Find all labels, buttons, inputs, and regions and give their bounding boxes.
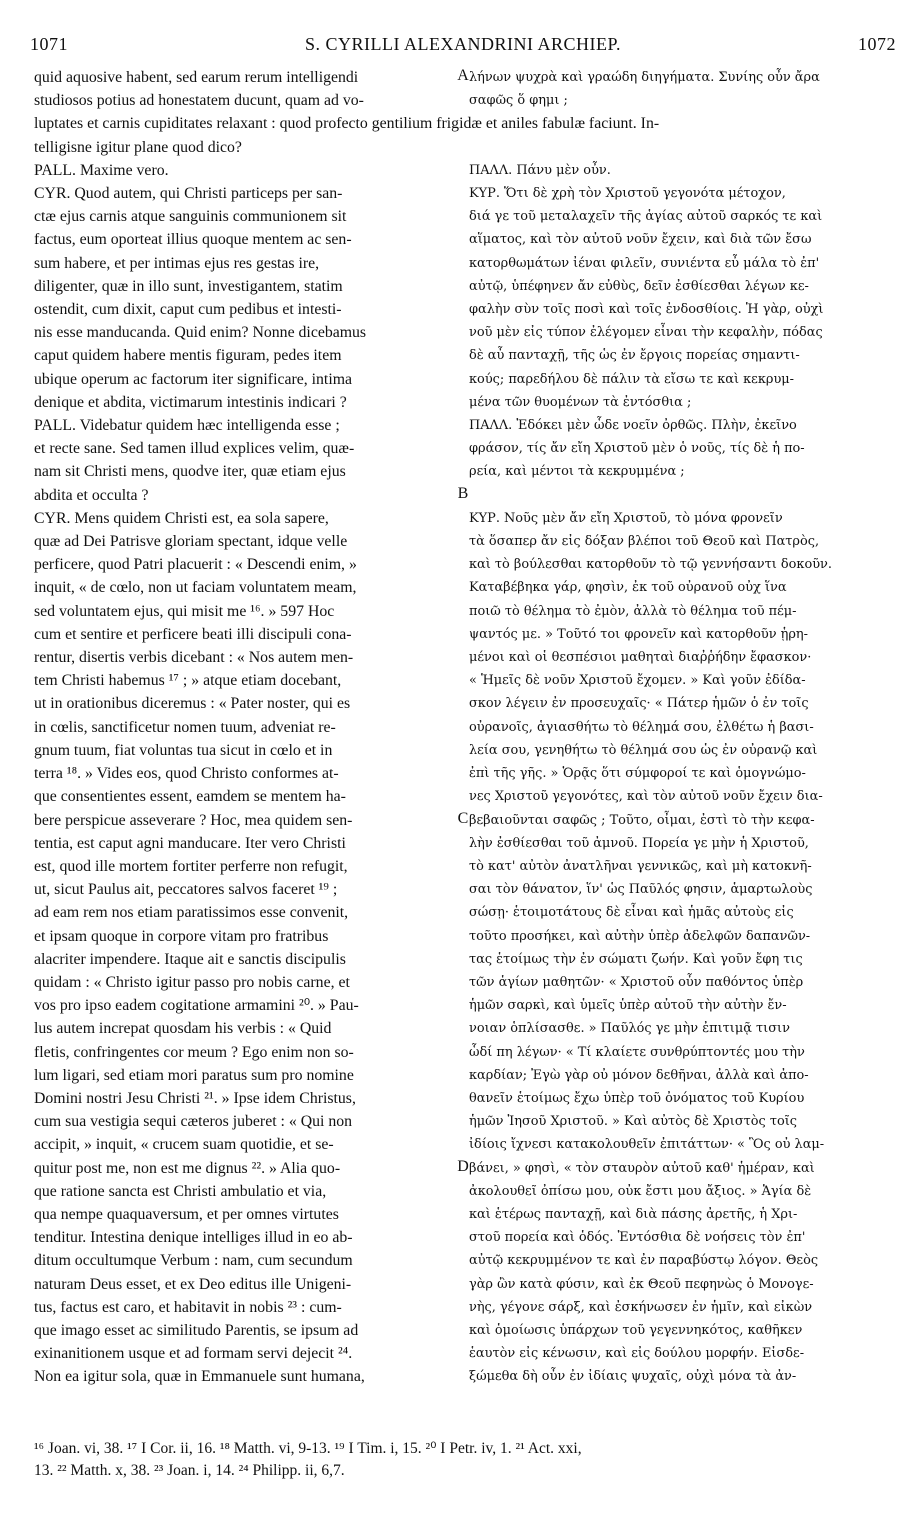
- greek-line: ρεία, καὶ μέντοι τὰ κεκρυμμένα ;: [469, 464, 685, 480]
- latin-line: studiosos potius ad honestatem ducunt, quam ad vo-: [34, 92, 364, 110]
- text-line-row: [34, 484, 890, 507]
- latin-line: tem Christi habemus ¹⁷ ; » atque etiam docebant,: [34, 672, 342, 690]
- latin-line: quitur post me, non est me dignus ²². » Alia quo-: [34, 1159, 341, 1177]
- text-line-row: [34, 716, 890, 739]
- text-line-row: [34, 159, 890, 182]
- latin-line: Domini nostri Jesu Christi ²¹. » Ipse idem Christus,: [34, 1089, 356, 1107]
- latin-line: bere perspicue asseverare ? Hoc, mea quidem sen-: [34, 811, 353, 829]
- margin-letter: D: [457, 1157, 469, 1175]
- text-line-row: [34, 437, 890, 460]
- text-line-row: [34, 368, 890, 391]
- margin-letter: [457, 832, 469, 855]
- greek-line: ΚΥΡ. Νοῦς μὲν ἄν εἴη Χριστοῦ, τὸ μόνα φρονεῖν: [469, 510, 783, 526]
- margin-letter: [457, 785, 469, 808]
- text-line-row: [34, 878, 890, 901]
- greek-line: μένοι καὶ οἱ θεσπέσιοι μαθηταὶ διαῤῥήδην ἔφασκον·: [469, 650, 812, 666]
- greek-line: κατορθωμάτων ἰέναι φιλεῖν, συνιέντα εὖ μάλα τὸ ἐπ': [469, 255, 820, 271]
- margin-letter: [457, 460, 469, 483]
- greek-line: « Ἡμεῖς δὲ νοῦν Χριστοῦ ἔχομεν. » Καὶ γοῦν ἐδίδα-: [469, 673, 806, 689]
- text-line-row: [34, 1273, 890, 1296]
- text-line-row: [34, 1249, 890, 1272]
- greek-line: ἑαυτὸν εἰς κένωσιν, καὶ εἰς δούλου μορφήν. Εἰσδε-: [469, 1346, 805, 1362]
- latin-line: tus, factus est caro, et habitavit in nobis ²³ : cum-: [34, 1298, 342, 1316]
- greek-line: μένα τῶν θυομένων τὰ ἐντόσθια ;: [469, 394, 692, 410]
- margin-letter: [457, 530, 469, 553]
- margin-letter: [457, 298, 469, 321]
- margin-letter: [457, 1110, 469, 1133]
- latin-line: Non ea igitur sola, quæ in Emmanuele sunt humana,: [34, 1368, 365, 1386]
- latin-line: tenditur. Intestina denique intelliges illud in eo ab-: [34, 1229, 353, 1247]
- latin-line: cum et sentire et perficere beati illi discipuli cona-: [34, 625, 352, 643]
- text-line-row: [34, 971, 890, 994]
- text-line-row: [34, 391, 890, 414]
- greek-line: καὶ ὁμοίωσις ὑπάρχων τοῦ γεγεννηκότος, καθῆκεν: [469, 1322, 803, 1338]
- greek-line: ΠΑΛΛ. Πάνυ μὲν οὖν.: [469, 162, 611, 178]
- text-line-row: [34, 66, 890, 89]
- latin-line: nis esse manducanda. Quid enim? Nonne dicebamus: [34, 324, 367, 342]
- latin-line: sum habere, et per intimas ejus res gestas ire,: [34, 254, 320, 272]
- text-line-row: [34, 205, 890, 228]
- greek-line: λεία σου, γενηθήτω τὸ θέλημά σου ὡς ἐν οὐρανῷ καὶ: [469, 742, 818, 758]
- latin-line: que imago esset ac similitudo Parentis, se ipsum ad: [34, 1321, 359, 1339]
- greek-line: σκον λέγειν ἐν προσευχαῖς· « Πάτερ ἡμῶν ὁ ἐν τοῖς: [469, 696, 809, 712]
- margin-letter: [457, 89, 469, 112]
- text-line-row: [34, 623, 890, 646]
- latin-line: quid aquosive habent, sed earum rerum intelligendi: [34, 69, 359, 86]
- margin-letter: [457, 1365, 469, 1388]
- text-line-row: [34, 228, 890, 251]
- margin-letter: [457, 252, 469, 275]
- margin-letter: [457, 1273, 469, 1296]
- latin-line: et recte sane. Sed tamen illud explices velim, quæ-: [34, 440, 355, 458]
- greek-line: λὴν ἐσθίεσθαι τοῦ ἀμνοῦ. Πορεία γε μὴν ἡ Χριστοῦ,: [469, 835, 809, 851]
- margin-letter: [457, 948, 469, 971]
- margin-letter: [457, 1203, 469, 1226]
- text-line-row: [34, 275, 890, 298]
- greek-line: κούς; παρεδήλου δὲ πάλιν τὰ εἴσω τε καὶ κεκρυμ-: [469, 371, 795, 387]
- latin-line: factus, eum oporteat illius quoque mentem ac sen-: [34, 231, 352, 249]
- margin-letter: [457, 1342, 469, 1365]
- margin-letter: [457, 275, 469, 298]
- latin-line: diligenter, quæ in illo sunt, investigantem, statim: [34, 277, 343, 295]
- footnotes: [34, 1438, 890, 1482]
- latin-line: PALL. Videbatur quidem hæc intelligenda esse ;: [34, 417, 340, 435]
- greek-line: καὶ ἑτέρως πανταχῇ, καὶ διὰ πάσης ἀρετῆς, ἡ Χρι-: [469, 1206, 798, 1222]
- margin-letter: [457, 1249, 469, 1272]
- text-line-row: [34, 739, 890, 762]
- margin-letter: [457, 739, 469, 762]
- text-line-row: [34, 762, 890, 785]
- latin-line: vos pro ipso eadem cogitatione armamini ²⁰. » Pau-: [34, 997, 359, 1015]
- latin-line: nam sit Christi mens, quodve iter, quæ etiam ejus: [34, 463, 346, 481]
- greek-line: νοῦ μὲν εἰς τύπον ἐλέγομεν εἶναι τὴν κεφαλὴν, πόδας: [469, 325, 823, 341]
- latin-line: ctæ ejus carnis atque sanguinis communionem sit: [34, 208, 347, 226]
- greek-line: γὰρ ὢν κατὰ φύσιν, καὶ ἐκ Θεοῦ πεφηνὼς ὁ Μονογε-: [469, 1276, 814, 1292]
- text-line-row: [34, 252, 890, 275]
- running-title: S. CYRILLI ALEXANDRINI ARCHIEP.: [304, 34, 621, 54]
- latin-line: fletis, confringentes cor meum ? Ego enim non so-: [34, 1043, 354, 1061]
- text-line-row: [34, 925, 890, 948]
- margin-letter: [457, 925, 469, 948]
- margin-letter: [457, 692, 469, 715]
- margin-letter: [457, 878, 469, 901]
- text-line-row: [34, 1157, 890, 1180]
- margin-letter: [457, 368, 469, 391]
- margin-letter: [457, 437, 469, 460]
- text-line-row: [34, 298, 890, 321]
- latin-line: gnum tuum, fiat voluntas tua sicut in cœlo et in: [34, 741, 333, 759]
- margin-letter: [457, 600, 469, 623]
- greek-line: καὶ τὸ βούλεσθαι κατορθοῦν τὸ τῷ γεννήσαντι δοκοῦν.: [469, 557, 832, 573]
- greek-line: τὸ κατ' αὐτὸν ἀνατλῆναι γεννικῶς, καὶ μὴ κατοκνῆ-: [469, 858, 812, 874]
- greek-line: αὐτῷ, ὑπέφηνεν ἄν εὐθὺς, δεῖν ἐσθίεσθαι λέγων κε-: [469, 278, 809, 294]
- greek-line: ὧδί πη λέγων· « Τί κλαίετε συνθρύπτοντές μου τὴν: [469, 1044, 805, 1060]
- greek-line: δὲ αὖ πανταχῇ, τῆς ὡς ἐν ἔργοις πορείας σημαντι-: [469, 348, 800, 364]
- text-line-row: [34, 785, 890, 808]
- text-line-row: [34, 1064, 890, 1087]
- greek-line: σαι τὸν θάνατον, ἵν' ὡς Παῦλός φησιν, ἁμαρτωλοὺς: [469, 882, 813, 898]
- margin-letter: B: [457, 484, 469, 502]
- margin-letter: [457, 762, 469, 785]
- text-line-row: [34, 669, 890, 692]
- page-number-right: 1072: [858, 34, 896, 54]
- greek-line: ἀκολουθεῖ ὀπίσω μου, οὐκ ἔστι μου ἄξιος. » Ἁγία δὲ: [469, 1183, 812, 1199]
- greek-line: στοῦ πορεία καὶ ὁδός. Ἐντόσθια δὲ νοήσεις τὸν ἐπ': [469, 1230, 806, 1246]
- text-line-row: [34, 1296, 890, 1319]
- margin-letter: A: [457, 67, 469, 84]
- latin-line: ut in orationibus diceremus : « Pater noster, qui es: [34, 695, 351, 713]
- text-line-row: [34, 1133, 890, 1156]
- greek-line: τας ἑτοίμως τὴν ἐν σώματι ζωήν. Καὶ γοῦν ἔφη τις: [469, 951, 803, 967]
- greek-line: [469, 484, 890, 507]
- text-line-row: [34, 1319, 890, 1342]
- text-line-row: [34, 1110, 890, 1133]
- margin-letter: [457, 159, 469, 182]
- text-line-row: [34, 809, 890, 832]
- margin-letter: [457, 994, 469, 1017]
- latin-line: terra ¹⁸. » Vides eos, quod Christo conformes at-: [34, 765, 339, 783]
- latin-line: rentur, disertis verbis dicebant : « Nos autem men-: [34, 649, 354, 667]
- text-line-row: [34, 1087, 890, 1110]
- latin-line: ut, sicut Paulus ait, peccatores salvos faceret ¹⁹ ;: [34, 881, 338, 899]
- latin-line: alacriter impendere. Itaque ait e sanctis discipulis: [34, 950, 346, 968]
- greek-line: τῶν ἁγίων μαθητῶν· « Χριστοῦ οὖν παθόντος ὑπὲρ: [469, 974, 804, 990]
- margin-letter: [457, 1087, 469, 1110]
- text-line-row: [34, 855, 890, 878]
- text-line-row: [34, 832, 890, 855]
- latin-line: est, quod ille mortem fortiter perferre non refugit,: [34, 857, 348, 875]
- margin-letter: [457, 901, 469, 924]
- greek-line: νες Χριστοῦ γεγονότες, καὶ τὸν αὐτοῦ νοῦν ἔχειν δια-: [469, 789, 823, 805]
- greek-line: Καταβέβηκα γάρ, φησὶν, ἐκ τοῦ οὐρανοῦ οὐχ ἵνα: [469, 580, 787, 596]
- margin-letter: [457, 205, 469, 228]
- latin-line: caput quidem habere mentis figuram, pedes item: [34, 347, 342, 365]
- full-width-line: telligisne igitur plane quod dico?: [34, 138, 242, 156]
- text-line-row: [34, 1342, 890, 1365]
- greek-line: σώσῃ· ἑτοιμοτάτους δὲ εἶναι καὶ ἡμᾶς αὐτοὺς εἰς: [469, 905, 794, 921]
- text-block-intro: [34, 66, 890, 112]
- text-line-row: [34, 1203, 890, 1226]
- margin-letter: [457, 669, 469, 692]
- latin-line: PALL. Maxime vero.: [34, 161, 169, 179]
- text-line-row: [34, 600, 890, 623]
- latin-line: lus autem increpat quosdam his verbis : « Quid: [34, 1020, 332, 1038]
- text-line-row: [34, 344, 890, 367]
- latin-line: ubique operum ac factorum iter significare, intima: [34, 370, 353, 388]
- latin-line: sed voluntatem ejus, qui misit me ¹⁶. » 597 Hoc: [34, 602, 335, 620]
- greek-line: ποιῶ τὸ θέλημα τὸ ἐμὸν, ἀλλὰ τὸ θέλημα τοῦ πέμ-: [469, 603, 797, 619]
- greek-line: ΠΑΛΛ. Ἐδόκει μὲν ὧδε νοεῖν ὀρθῶς. Πλὴν, ἐκεῖνο: [469, 418, 797, 434]
- margin-letter: C: [457, 809, 469, 827]
- margin-letter: [457, 507, 469, 530]
- margin-letter: [457, 182, 469, 205]
- greek-line: αἵματος, καὶ τὸν αὐτοῦ νοῦν ἔχειν, καὶ διὰ τῶν ἔσω: [469, 232, 812, 248]
- text-line-row: [34, 1226, 890, 1249]
- latin-line: in cœlis, sanctificetur nomen tuum, adveniat re-: [34, 718, 336, 736]
- text-line-row: [34, 901, 890, 924]
- greek-line: βεβαιοῦνται σαφῶς ; Τοῦτο, οἶμαι, ἐστὶ τὸ τὴν κεφα-: [469, 812, 815, 828]
- greek-line: ἰδίοις ἴχνεσι κατακολουθεῖν ἐπιτάττων· « Ὃς οὐ λαμ-: [469, 1137, 825, 1153]
- text-line-row: [34, 646, 890, 669]
- margin-letter: [457, 1226, 469, 1249]
- greek-line: σαφῶς ὅ φημι ;: [469, 93, 568, 109]
- latin-line: lum ligari, sed etiam mori paratus sum pro nomine: [34, 1066, 354, 1084]
- latin-line: accipit, » inquit, « crucem suam quotidie, et se-: [34, 1136, 334, 1154]
- greek-line: βάνει, » φησὶ, « τὸν σταυρὸν αὐτοῦ καθ' ἡμέραν, καὶ: [469, 1160, 815, 1176]
- text-line-row: [34, 576, 890, 599]
- latin-line: naturam Deus esset, et ex Deo editus ille Unigeni-: [34, 1275, 352, 1293]
- latin-line: inquit, « de cœlo, non ut faciam voluntatem meam,: [34, 579, 357, 597]
- margin-letter: [457, 1041, 469, 1064]
- latin-line: exinanitionem usque et ad formam servi dejecit ²⁴.: [34, 1345, 353, 1363]
- latin-line: ostendit, cum dixit, caput cum pedibus et intesti-: [34, 301, 342, 319]
- text-line-row: [34, 1041, 890, 1064]
- text-line-row: [34, 1365, 890, 1388]
- footnote-line: ¹⁶ Joan. vi, 38. ¹⁷ I Cor. ii, 16. ¹⁸ Matth. vi, 9-13. ¹⁹ I Tim. i, 15. ²⁰ I Petr. iv, 1. ²¹ Act. xxi,: [34, 1440, 582, 1457]
- text-line-row: [34, 182, 890, 205]
- greek-line: ἡμῶν Ἰησοῦ Χριστοῦ. » Καὶ αὐτὸς δὲ Χριστὸς τοῖς: [469, 1114, 797, 1130]
- greek-line: φράσον, τίς ἄν εἴη Χριστοῦ μὲν ὁ νοῦς, τίς δὲ ἡ πο-: [469, 441, 805, 457]
- page-number-left: 1071: [30, 34, 68, 54]
- text-line-row: [34, 692, 890, 715]
- latin-line: que consentientes essent, eamdem se mentem ha-: [34, 788, 346, 806]
- latin-line: tentia, est caput agni manducare. Iter vero Christi: [34, 834, 346, 852]
- greek-line: φαλὴν σὺν τοῖς ποσὶ καὶ τοῖς ἐνδοσθίοις. Ἡ γὰρ, οὐχὶ: [469, 302, 824, 318]
- text-line-row: [34, 321, 890, 344]
- greek-line: ἐπὶ τῆς γῆς. » Ὁρᾷς ὅτι σύμφοροί τε καὶ ὁμογνώμο-: [469, 766, 806, 782]
- latin-line: qua nempe quaquaversum, et per omnes virtutes: [34, 1205, 339, 1223]
- greek-line: νὴς, γέγονε σάρξ, καὶ ἐσκήνωσεν ἐν ἡμῖν, καὶ εἰκὼν: [469, 1299, 813, 1315]
- text-line-row: [34, 530, 890, 553]
- greek-line: αὐτῷ κεκρυμμένον τε καὶ ἐν παραβύστῳ λόγον. Θεὸς: [469, 1253, 819, 1269]
- margin-letter: [457, 576, 469, 599]
- margin-letter: [457, 1064, 469, 1087]
- latin-line: et ipsam quoque in corpore vitam pro fratribus: [34, 927, 329, 945]
- greek-line: τὰ ὅσαπερ ἄν εἰς δόξαν βλέποι τοῦ Θεοῦ καὶ Πατρὸς,: [469, 534, 820, 550]
- greek-line: καρδίαν; Ἐγὼ γὰρ οὐ μόνον δεθῆναι, ἀλλὰ καὶ ἀπο-: [469, 1067, 809, 1083]
- margin-letter: [457, 228, 469, 251]
- text-line-row: [34, 994, 890, 1017]
- margin-letter: [457, 1133, 469, 1156]
- margin-letter: [457, 321, 469, 344]
- latin-line: denique et abdita, victimarum intestinis indicari ?: [34, 393, 347, 411]
- text-line-row: [34, 948, 890, 971]
- margin-letter: [457, 1296, 469, 1319]
- latin-line: abdita et occulta ?: [34, 486, 149, 504]
- text-line-row: [34, 507, 890, 530]
- margin-letter: [457, 646, 469, 669]
- greek-line: διά γε τοῦ μεταλαχεῖν τῆς ἁγίας αὐτοῦ σαρκός τε καὶ: [469, 209, 823, 225]
- greek-line: θανεῖν ἑτοίμως ἔχω ὑπὲρ τοῦ ὀνόματος τοῦ Κυρίου: [469, 1090, 805, 1106]
- greek-line: οὐρανοῖς, ἁγιασθήτω τὸ θέλημά σου, ἐλθέτω ἡ βασι-: [469, 719, 814, 735]
- latin-line: CYR. Mens quidem Christi est, ea sola sapere,: [34, 509, 329, 527]
- page-body: [34, 66, 890, 1389]
- text-line-row: [34, 414, 890, 437]
- greek-line: ψαντός με. » Τοῦτό τοι φρονεῖν καὶ κατορθοῦν ᾑρη-: [469, 626, 809, 642]
- margin-letter: [457, 414, 469, 437]
- margin-letter: [457, 391, 469, 414]
- latin-line: que ratione sancta est Christi ambulatio et via,: [34, 1182, 327, 1200]
- latin-line: quæ ad Dei Patrisve gloriam spectant, idque velle: [34, 533, 348, 551]
- margin-letter: [457, 971, 469, 994]
- text-line-row: [34, 1180, 890, 1203]
- greek-line: ἡμῶν σαρκὶ, καὶ ὑμεῖς ὑπὲρ αὐτοῦ τὴν αὐτὴν ἔν-: [469, 998, 787, 1014]
- latin-line: perficere, quod Patri placuerit : « Descendi enim, »: [34, 556, 357, 574]
- greek-line: ΚΥΡ. Ὅτι δὲ χρὴ τὸν Χριστοῦ γεγονότα μέτοχον,: [469, 186, 786, 202]
- full-width-line: luptates et carnis cupiditates relaxant : quod profecto gentilium frigidæ et aniles fabulæ faciunt. In-: [34, 115, 660, 133]
- latin-line: quidam : « Christo igitur passo pro nobis carne, et: [34, 973, 350, 991]
- two-column-text: [34, 159, 890, 1389]
- full-width-lines: [34, 112, 890, 158]
- margin-letter: [457, 553, 469, 576]
- greek-line: νοιαν ὁπλίσασθε. » Παῦλός γε μὴν ἐπιτιμᾷ τισιν: [469, 1021, 790, 1037]
- margin-letter: [457, 1180, 469, 1203]
- text-line-row: [34, 1017, 890, 1040]
- margin-letter: [457, 716, 469, 739]
- latin-line: ad eam rem nos etiam paratissimos esse convenit,: [34, 904, 349, 922]
- margin-letter: [457, 1319, 469, 1342]
- margin-letter: [457, 855, 469, 878]
- text-line-row: [34, 460, 890, 483]
- greek-line: ξώμεθα δὴ οὖν ἐν ἰδίαις ψυχαῖς, οὐχὶ μόνα τὰ ἀν-: [469, 1369, 797, 1385]
- margin-letter: [457, 1017, 469, 1040]
- text-line-row: [34, 553, 890, 576]
- greek-line: τοῦτο προσήκει, καὶ αὐτὴν ὑπὲρ ἀδελφῶν δαπανῶν-: [469, 928, 811, 944]
- latin-line: CYR. Quod autem, qui Christi particeps per san-: [34, 185, 343, 203]
- margin-letter: [457, 623, 469, 646]
- greek-line: λήνων ψυχρὰ καὶ γραώδη διηγήματα. Συνίης οὖν ἄρα: [469, 70, 820, 85]
- text-line-row: [34, 89, 890, 112]
- latin-line: ditum occultumque Verbum : nam, cum secundum: [34, 1252, 353, 1270]
- page-header: [30, 34, 896, 58]
- margin-letter: [457, 344, 469, 367]
- latin-line: cum sua vestigia sequi cæteros juberet : « Qui non: [34, 1113, 353, 1131]
- footnote-line: 13. ²² Matth. x, 38. ²³ Joan. i, 14. ²⁴ Philipp. ii, 6,7.: [34, 1462, 345, 1479]
